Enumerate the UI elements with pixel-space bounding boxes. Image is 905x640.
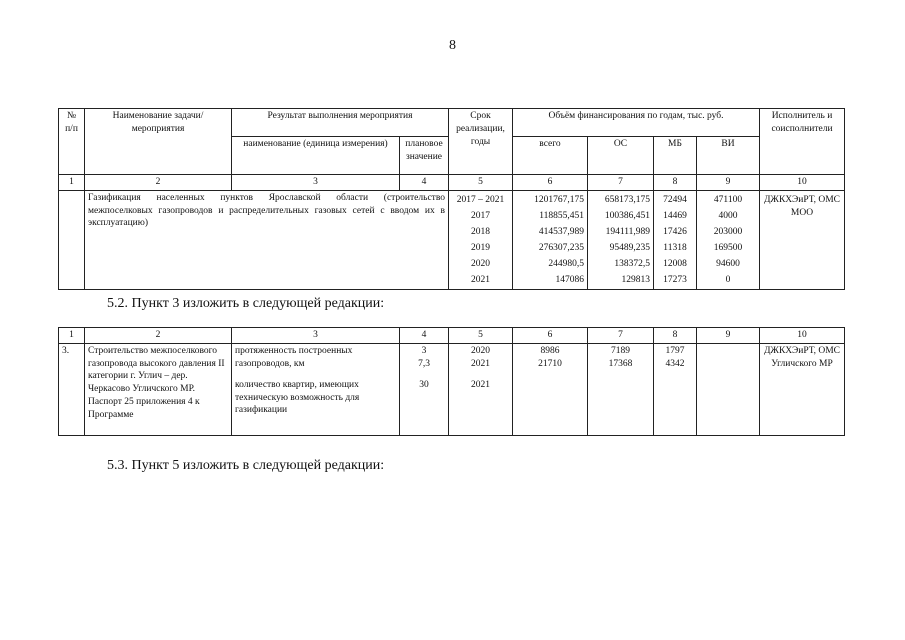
financing-table — [58, 108, 845, 290]
header-os: ОС — [588, 137, 654, 175]
col-number: 5 — [449, 175, 513, 191]
header-result-name: наименование (единица измерения) — [232, 137, 400, 175]
plan-value: 7,3 — [418, 358, 430, 369]
row-vi — [697, 343, 760, 435]
year-value: 2020 — [471, 258, 490, 269]
year-value: 2020 — [471, 345, 490, 356]
header-result: Результат выполнения мероприятия — [232, 109, 449, 137]
col-number: 8 — [654, 328, 697, 344]
col-number: 1 — [59, 328, 85, 344]
header-num: № п/п — [59, 109, 85, 175]
vi-value: 471100 — [713, 194, 743, 205]
vi-value: 94600 — [716, 258, 740, 269]
col-number: 10 — [760, 175, 845, 191]
section-heading-5-3: 5.3. Пункт 5 изложить в следующей редакции: — [107, 458, 385, 473]
total-value: 118855,451 — [539, 210, 584, 221]
result-apartments: количество квартир, имеющих техническую возможность для газификации — [235, 379, 360, 416]
row-total — [513, 190, 588, 289]
vi-value: 0 — [725, 274, 731, 285]
os-value: 95489,235 — [609, 242, 650, 253]
mb-value: 11318 — [663, 242, 687, 253]
col-number: 9 — [697, 175, 760, 191]
row-vi — [697, 190, 760, 289]
row-num: 3. — [59, 343, 85, 435]
header-financing: Объём финансирования по годам, тыс. руб. — [513, 109, 760, 137]
total-value: 8986 — [540, 345, 560, 356]
row-mb — [654, 343, 697, 435]
header-task: Наименование задачи/мероприятия — [85, 109, 232, 175]
total-value: 147086 — [555, 274, 584, 285]
os-value: 17368 — [608, 358, 633, 369]
header-executor: Исполнитель и соисполнители — [760, 109, 845, 175]
column-numbers-row — [59, 328, 845, 344]
mb-value: 72494 — [663, 194, 687, 205]
col-number: 9 — [697, 328, 760, 344]
mb-value: 1797 — [665, 345, 685, 356]
year-value: 2021 — [471, 274, 490, 285]
header-mb: МБ — [654, 137, 697, 175]
mb-value: 12008 — [663, 258, 687, 269]
os-value: 129813 — [621, 274, 650, 285]
row-executor: ДЖКХЭиРТ, ОМС МОО — [760, 190, 845, 289]
row-os — [588, 343, 654, 435]
row-executor: ДЖКХЭиРТ, ОМС Угличского МР — [760, 343, 845, 435]
row-description: Газификация населенных пунктов Ярославской области (строительство межпоселковых газопроводов и распределительных газовых сетей с вводом их в эксплуатацию) — [85, 190, 449, 289]
col-number: 6 — [513, 328, 588, 344]
page-number: 8 — [449, 38, 456, 53]
total-value: 414537,989 — [538, 226, 584, 237]
row-os — [588, 190, 654, 289]
table-row — [59, 190, 845, 289]
header-vi: ВИ — [697, 137, 760, 175]
table-row — [59, 343, 845, 435]
row-years — [449, 190, 513, 289]
os-value: 100386,451 — [604, 210, 650, 221]
row-results — [232, 343, 400, 435]
os-value: 194111,989 — [605, 226, 650, 237]
total-value: 276307,235 — [538, 242, 584, 253]
plan-value: 3 — [421, 345, 427, 356]
year-value: 2021 — [471, 379, 490, 390]
col-number: 8 — [654, 175, 697, 191]
result-length: протяженность построенных газопроводов, км — [235, 345, 353, 369]
col-number: 4 — [400, 175, 449, 191]
mb-value: 17426 — [663, 226, 687, 237]
mb-value: 17273 — [663, 274, 687, 285]
total-value: 244980,5 — [548, 258, 584, 269]
col-number: 6 — [513, 175, 588, 191]
col-number: 1 — [59, 175, 85, 191]
header-total: всего — [513, 137, 588, 175]
col-number: 5 — [449, 328, 513, 344]
col-number: 10 — [760, 328, 845, 344]
row-description: Строительство межпоселкового газопровода высокого давления II категории г. Углич – дер. Черкасово Угличского МР. Паспорт 25 приложения 4 к Программе — [85, 343, 232, 435]
col-number: 3 — [232, 175, 400, 191]
mb-value: 14469 — [663, 210, 687, 221]
row-total — [513, 343, 588, 435]
year-value: 2017 — [471, 210, 490, 221]
section-heading-5-2: 5.2. Пункт 3 изложить в следующей редакции: — [107, 296, 385, 311]
row-plan — [400, 343, 449, 435]
column-numbers-row — [59, 175, 845, 191]
task-table — [58, 327, 845, 436]
col-number: 4 — [400, 328, 449, 344]
col-number: 7 — [588, 175, 654, 191]
total-value: 21710 — [538, 358, 562, 369]
row-years — [449, 343, 513, 435]
header-result-plan: плановое значение — [400, 137, 449, 175]
header-period: Срок реализации, годы — [449, 109, 513, 175]
col-number: 2 — [85, 328, 232, 344]
col-number: 7 — [588, 328, 654, 344]
col-number: 2 — [85, 175, 232, 191]
vi-value: 4000 — [718, 210, 738, 221]
vi-value: 169500 — [713, 242, 743, 253]
vi-value: 203000 — [713, 226, 743, 237]
row-num-cell — [59, 190, 85, 289]
os-value: 7189 — [611, 345, 630, 356]
year-value: 2019 — [471, 242, 490, 253]
total-value: 1201767,175 — [534, 194, 584, 205]
year-value: 2021 — [471, 358, 490, 369]
plan-value: 30 — [419, 379, 429, 390]
year-value: 2018 — [471, 226, 490, 237]
col-number: 3 — [232, 328, 400, 344]
os-value: 658173,175 — [604, 194, 650, 205]
row-mb — [654, 190, 697, 289]
mb-value: 4342 — [665, 358, 685, 369]
year-value: 2017 – 2021 — [456, 194, 505, 205]
os-value: 138372,5 — [614, 258, 650, 269]
